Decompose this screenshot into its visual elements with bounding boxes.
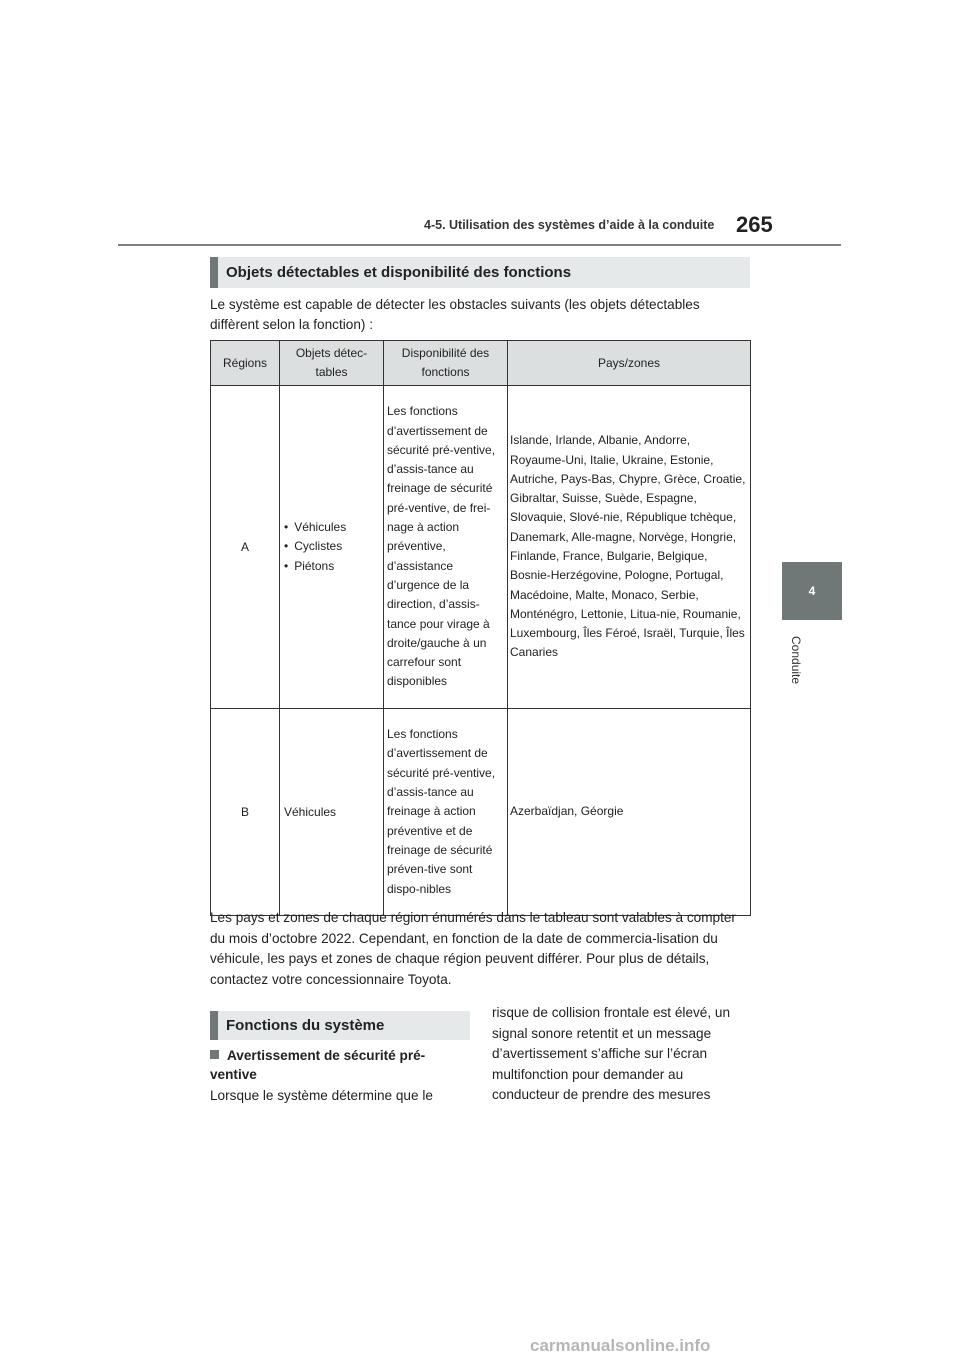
table-row bbox=[211, 386, 751, 709]
section-heading-functions bbox=[210, 1011, 470, 1040]
cell-countries: Azerbaïdjan, Géorgie bbox=[508, 709, 751, 916]
cell-objects bbox=[280, 386, 384, 709]
outro-paragraph: Les pays et zones de chaque région énumérés dans le tableau sont valables à compter du mois d’octobre 2022. Cependant, en fonction de la date de commercia-lisation du véhicule, les pays et zones de chaque région peuvent différer. Pour plus de détails, contactez votre concessionnaire Toyota. bbox=[210, 910, 736, 987]
square-bullet-icon bbox=[210, 1050, 219, 1059]
header-region: Régions bbox=[211, 341, 280, 386]
cell-objects: Véhicules bbox=[280, 709, 384, 916]
subheading-text: Avertissement de sécurité pré-ventive bbox=[210, 1048, 426, 1082]
list-item: • Cyclistes bbox=[284, 537, 379, 557]
availability-table bbox=[210, 340, 751, 916]
objects-list bbox=[284, 518, 379, 577]
table-header-row bbox=[211, 341, 751, 386]
list-item: • Piétons bbox=[284, 557, 379, 577]
left-column-text: Lorsque le système détermine que le bbox=[210, 1088, 433, 1103]
cell-countries: Islande, Irlande, Albanie, Andorre, Royaume-Uni, Italie, Ukraine, Estonie, Autriche, Pays-Bas, Chypre, Grèce, Croatie, Gibraltar, Suisse, Suède, Espagne, Slovaquie, Slové-nie, République tchèque, Danemark, Alle-magne, Norvège, Hongrie, Finlande, France, Bulgarie, Belgique, Bosnie-Herzégovine, Pologne, Portugal, Macédoine, Malte, Monaco, Serbie, Monténégro, Lettonie, Litua-nie, Roumanie, Luxembourg, Îles Féroé, Israël, Turquie, Îles Canaries bbox=[508, 386, 751, 709]
watermark[interactable]: carmanualsonline.info bbox=[530, 1336, 711, 1355]
section-heading-text: Objets détectables et disponibilité des fonctions bbox=[226, 264, 572, 281]
subheading bbox=[210, 1046, 472, 1084]
header-rule bbox=[118, 244, 841, 246]
chapter-label: Conduite bbox=[789, 635, 803, 685]
cell-functions: Les fonctions d’avertissement de sécurité pré-ventive, d’assis-tance au freinage à action préventive et de freinage de sécurité préven-tive sont dispo-nibles bbox=[384, 709, 508, 916]
right-column-text: risque de collision frontale est élevé, un signal sonore retentit et un message d’avertissement s’affiche sur l’écran multifonction pour demander au conducteur de prendre des mesures bbox=[492, 1005, 731, 1102]
list-item: • Véhicules bbox=[284, 518, 379, 538]
header-functions: Disponibilité des fonctions bbox=[384, 341, 508, 386]
chapter-tab[interactable]: 4 bbox=[782, 562, 842, 620]
cell-region: A bbox=[211, 386, 280, 709]
cell-functions: Les fonctions d’avertissement de sécurité pré-ventive, d’assis-tance au freinage de sécurité pré-ventive, de frei-nage à action préventive, d’assistance d’urgence de la direction, d’assis-tance pour virage à droite/gauche à un carrefour sont disponibles bbox=[384, 386, 508, 709]
header-objects: Objets détec- tables bbox=[280, 341, 384, 386]
header-countries: Pays/zones bbox=[508, 341, 751, 386]
section-heading-objects bbox=[210, 257, 750, 288]
intro-paragraph: Le système est capable de détecter les obstacles suivants (les objets détectables diffèrent selon la fonction) : bbox=[210, 297, 700, 332]
cell-region: B bbox=[211, 709, 280, 916]
page-number: 265 bbox=[736, 212, 773, 237]
section-heading-text: Fonctions du système bbox=[226, 1017, 385, 1034]
table-row bbox=[211, 709, 751, 916]
page-header-title: 4-5. Utilisation des systèmes d’aide à la conduite bbox=[424, 218, 715, 232]
